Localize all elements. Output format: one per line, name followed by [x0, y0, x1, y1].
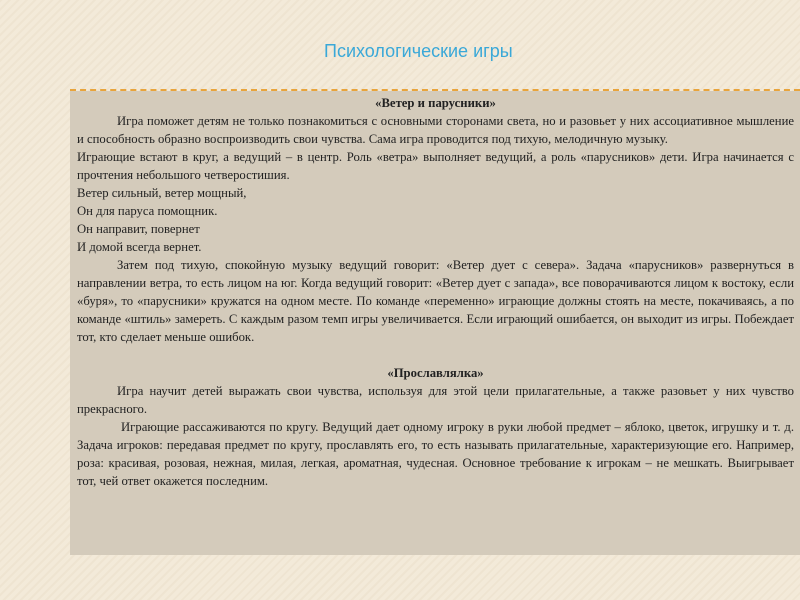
- slide-title: Психологические игры: [324, 41, 513, 61]
- game1-rules: Затем под тихую, спокойную музыку ведущий говорит: «Ветер дует с севера». Задача «парусников» развернуться в направлении ветра, то есть лицом на юг. Когда ведущий говорит: «Ветер дует с запада», все поворачиваются лицом к востоку, если «буря», то «парусники» кружатся на одном месте. По команде «переменно» играющие должны стоять на месте, покачиваясь, а по команде «штиль» замереть. С каждым разом темп игры увеличивается. Если играющий ошибается, он выходит из игры. Побеждает тот, кто сделает меньше ошибок.: [77, 258, 794, 344]
- poem-line-1: Ветер сильный, ветер мощный,: [77, 186, 247, 200]
- content-panel: [70, 91, 800, 555]
- game1-heading: «Ветер и парусники»: [375, 96, 496, 110]
- poem-line-4: И домой всегда вернет.: [77, 240, 202, 254]
- game1-intro: Игра поможет детям не только познакомиться с основными сторонами света, но и разовьет у них ассоциативное мышление и способность образно воспроизводить свои чувства. Сама игра проводится под тихую, мелодичную музыку.: [77, 114, 794, 146]
- game2-rules: Играющие рассаживаются по кругу. Ведущий дает одному игроку в руки любой предмет – яблоко, цветок, игрушку и т. д. Задача игроков: передавая предмет по кругу, прославлять его, то есть называть прилагательные, характеризующие его. Например, роза: красивая, розовая, нежная, милая, легкая, ароматная, чудесная. Основное требование к игрокам – не мешкать. Выигрывает тот, чей ответ окажется последним.: [77, 420, 794, 488]
- game2-heading: «Прославлялка»: [387, 366, 484, 380]
- game2-intro: Игра научит детей выражать свои чувства, используя для этой цели прилагательные, а также разовьет у них чувство прекрасного.: [77, 384, 794, 416]
- poem-line-3: Он направит, повернет: [77, 222, 200, 236]
- poem-line-2: Он для паруса помощник.: [77, 204, 218, 218]
- paragraph-gap: [77, 346, 794, 364]
- game1-setup: Играющие встают в круг, а ведущий – в центр. Роль «ветра» выполняет ведущий, а роль «парусников» дети. Игра начинается с прочтения небольшого четверостишия.: [77, 150, 794, 182]
